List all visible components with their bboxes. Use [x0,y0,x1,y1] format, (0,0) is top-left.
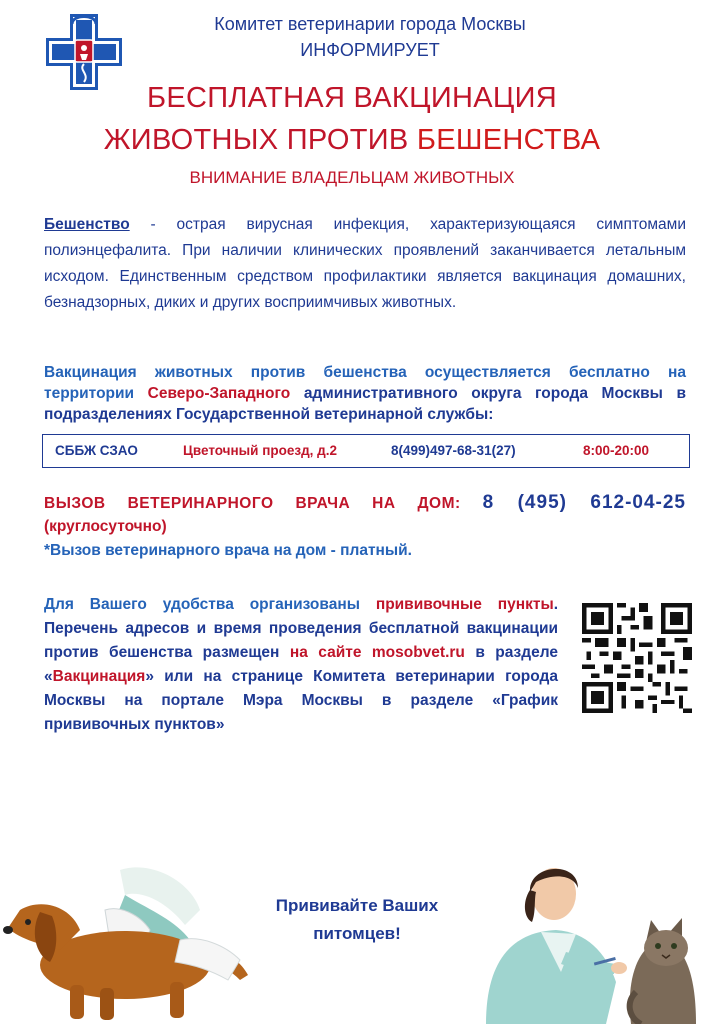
intro-text: - острая вирусная инфекция, характеризующаяся симптомами полиэнцефалита. При наличии клинических проявлений заканчивается летальным исходом. Единственным средством профилактики является вакцинация домашних, безнадзорных, диких и других восприимчивых животных. [44,216,686,311]
vaccination-paragraph [44,362,686,425]
home-call-note: *Вызов ветеринарного врача на дом - платный. [44,542,412,559]
points-part2: . Перечень адресов и время проведения бесплатной вакцинации против бешенства размещен [44,596,558,661]
points-highlight3: Вакцинация [52,668,146,685]
subtitle: ВНИМАНИЕ ВЛАДЕЛЬЦАМ ЖИВОТНЫХ [189,168,515,187]
station-phone: 8(499)497-68-31(27) [391,443,516,458]
station-box [42,434,690,468]
website-link: на сайте mosobvet.ru [289,644,465,661]
station-hours: 8:00-20:00 [583,443,650,458]
header-committee: Комитет ветеринарии города Москвы [214,14,526,34]
home-call-schedule: (круглосуточно) [44,518,167,535]
qr-code [582,603,692,713]
home-call-label: ВЫЗОВ ВЕТЕРИНАРНОГО ВРАЧА НА ДОМ: [44,495,461,512]
district-name: Северо-Западного [147,385,291,402]
slogan [252,892,462,948]
slogan-line2: питомцев! [313,924,401,943]
points-part1: Для Вашего удобства организованы [44,596,376,613]
vaccination-part1: Вакцинация животных против бешенства осуществляется бесплатно на территории [44,364,686,402]
home-call-line [44,492,686,514]
intro-paragraph [44,212,686,316]
main-title-line2 [60,124,644,157]
points-paragraph [44,593,558,737]
header-informs: ИНФОРМИРУЕТ [300,40,440,60]
points-part3: в разделе « [44,644,558,685]
slogan-line1: Прививайте Ваших [275,896,439,915]
title-part1: ЖИВОТНЫХ ПРОТИВ [103,124,417,156]
home-call-phone: 8 (495) 612-04-25 [482,492,687,513]
points-highlight1: прививочные пункты [375,596,554,613]
main-title-line1: БЕСПЛАТНАЯ ВАКЦИНАЦИЯ [146,82,557,114]
vaccination-part2: административного округа города Москвы в подразделениях Государственной ветеринарной службы: [44,385,686,423]
station-address: Цветочный проезд, д.2 [183,443,337,458]
station-name: СББЖ СЗАО [55,443,138,458]
dachshund-illustration [0,850,250,1024]
points-part4: » или на странице Комитета ветеринарии города Москвы на портале Мэра Москвы в разделе «График прививочных пунктов» [44,668,558,733]
title-part2: БЕШЕНСТВА [416,124,601,156]
rabies-term: Бешенство [44,216,130,233]
vet-with-cat-illustration [456,852,700,1024]
